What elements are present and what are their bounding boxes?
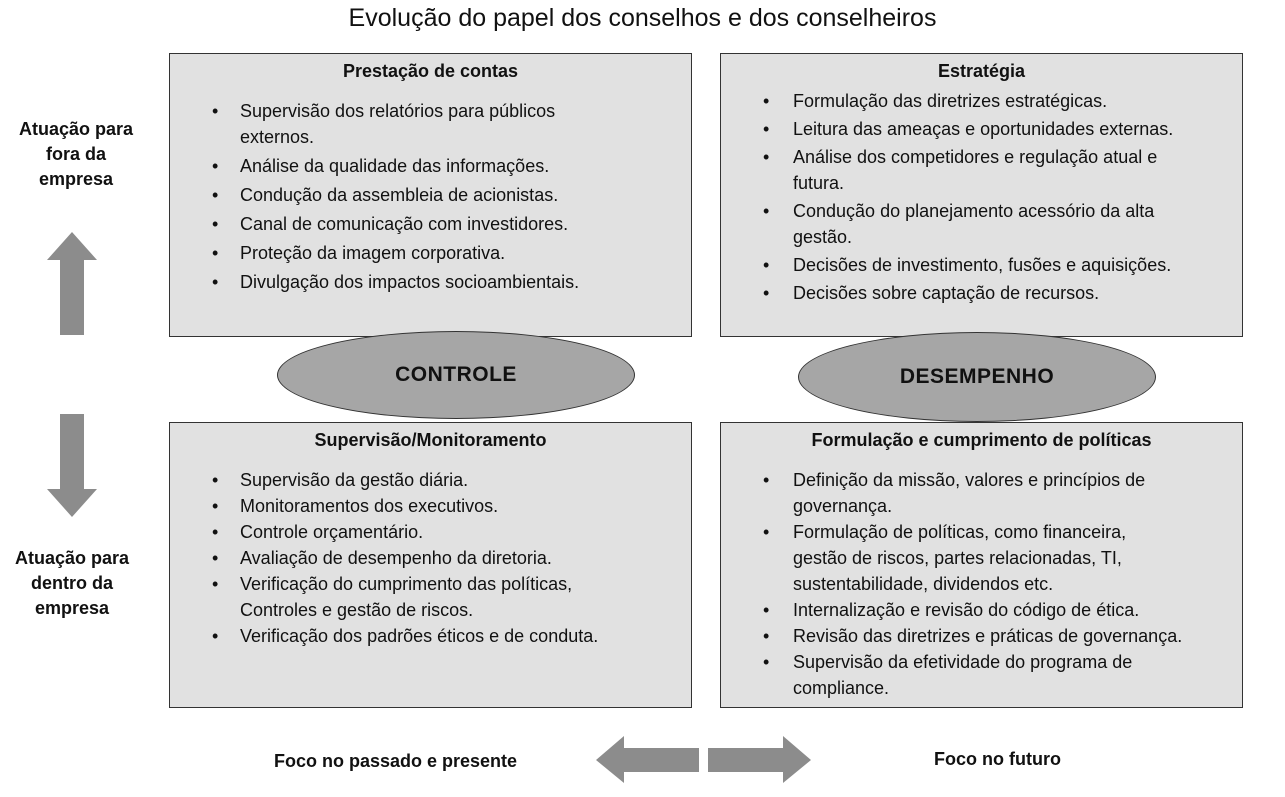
list-item: • Decisões sobre captação de recursos. [721,280,1242,306]
list-item: • Revisão das diretrizes e práticas de governança. [721,623,1242,649]
list-item: • Proteção da imagem corporativa. [170,240,691,266]
side-label-bottom: Atuação para dentro da empresa [14,548,130,618]
list-item: • Supervisão dos relatórios para públicos externos. [170,98,620,150]
desempenho-ellipse: DESEMPENHO [798,332,1156,422]
list-item: • Verificação do cumprimento das políticas, Controles e gestão de riscos. [170,571,620,623]
list-item: • Leitura das ameaças e oportunidades externas. [721,116,1242,142]
page-title: Evolução do papel dos conselhos e dos conselheiros [348,4,937,32]
quadrant-title: Estratégia [937,61,1026,81]
list-item: • Análise dos competidores e regulação atual e futura. [721,144,1203,196]
quadrant-formulacao-politicas [720,422,1243,708]
list-item: • Formulação das diretrizes estratégicas. [721,88,1242,114]
list-item: • Análise da qualidade das informações. [170,153,691,179]
arrow-right-icon [708,736,812,784]
side-label-top: Atuação para fora da empresa [18,119,134,189]
list-item: • Decisões de investimento, fusões e aquisições. [721,252,1242,278]
quadrant-supervisao-monitoramento [169,422,692,708]
bottom-label-left: Foco no passado e presente [274,751,518,771]
list-item: • Supervisão da efetividade do programa de compliance. [721,649,1173,701]
controle-ellipse: CONTROLE [277,331,635,419]
list-item: • Condução do planejamento acessório da alta gestão. [721,198,1203,250]
quadrant-prestacao-de-contas [169,53,692,337]
quadrant-title: Formulação e cumprimento de políticas [811,430,1152,450]
list-item: • Monitoramentos dos executivos. [170,493,691,519]
arrow-left-icon [596,736,700,784]
list-item: • Canal de comunicação com investidores. [170,211,691,237]
arrow-up-icon [46,232,98,336]
list-item: • Verificação dos padrões éticos e de conduta. [170,623,691,649]
bottom-label-right: Foco no futuro [934,749,1061,769]
list-item: • Internalização e revisão do código de ética. [721,597,1242,623]
list-item: • Formulação de políticas, como financeira, gestão de riscos, partes relacionadas, TI, sustentabilidade, dividendos etc. [721,519,1173,597]
quadrant-title: Prestação de contas [342,61,519,81]
list-item: • Condução da assembleia de acionistas. [170,182,691,208]
arrow-down-icon [46,414,98,518]
quadrant-estrategia [720,53,1243,337]
list-item: • Avaliação de desempenho da diretoria. [170,545,691,571]
list-item: • Divulgação dos impactos socioambientais. [170,269,691,295]
list-item: • Supervisão da gestão diária. [170,467,691,493]
list-item: • Controle orçamentário. [170,519,691,545]
quadrant-title: Supervisão/Monitoramento [314,430,547,450]
list-item: • Definição da missão, valores e princípios de governança. [721,467,1203,519]
